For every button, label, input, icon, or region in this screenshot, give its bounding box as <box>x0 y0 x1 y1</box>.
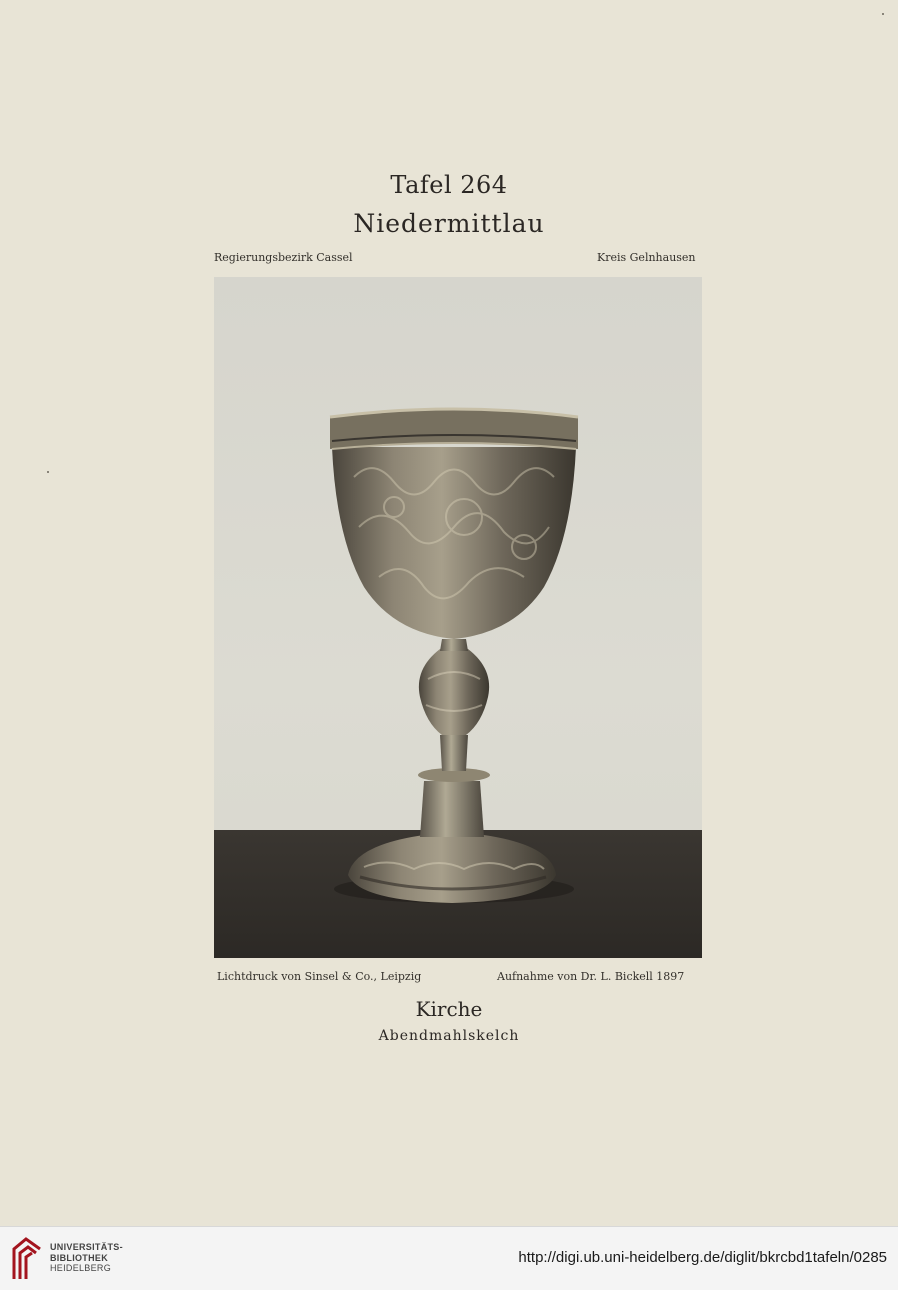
chalice-bowl <box>332 447 576 639</box>
logo-line-2: BIBLIOTHEK <box>50 1252 108 1263</box>
paper-speck <box>47 471 49 473</box>
paper-speck <box>882 13 884 15</box>
chalice-photograph <box>214 277 702 958</box>
caption-title: Kirche <box>415 997 483 1021</box>
viewer-footer <box>0 1226 898 1290</box>
logo-line-3: HEIDELBERG <box>50 1263 112 1273</box>
photographer-credit: Aufnahme von Dr. L. Bickell 1897 <box>497 970 685 983</box>
permalink-url[interactable]: http://digi.ub.uni-heidelberg.de/diglit/bkrcbd1tafeln/0285 <box>518 1249 887 1266</box>
library-name <box>50 1242 123 1274</box>
caption-subtitle: Abendmahlskelch <box>378 1028 520 1044</box>
chalice-knot <box>419 649 489 735</box>
district-label: Regierungsbezirk Cassel <box>214 251 353 264</box>
university-library-logo-icon[interactable] <box>10 1235 44 1281</box>
plate-number: Tafel 264 <box>390 171 508 199</box>
logo-line-1: UNIVERSITÄTS- <box>50 1242 123 1252</box>
chalice-stem-lower <box>420 781 484 837</box>
printer-credit: Lichtdruck von Sinsel & Co., Leipzig <box>217 970 422 983</box>
place-name: Niedermittlau <box>353 209 545 238</box>
county-label: Kreis Gelnhausen <box>597 251 696 264</box>
